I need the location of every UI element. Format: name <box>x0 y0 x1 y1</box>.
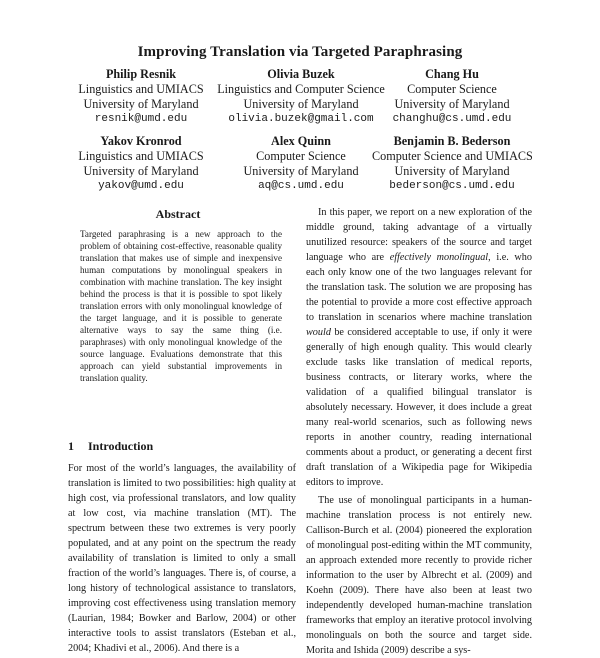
author-name: Chang Hu <box>425 67 479 81</box>
author-institution: University of Maryland <box>243 97 359 111</box>
author-block <box>68 134 214 194</box>
text-run: In this paper, we report on a new exploration of the middle ground, taking advantage of a virtually unutilized resource: speakers of the source and target language who are <box>306 207 532 263</box>
author-affiliation: Linguistics and UMIACS <box>78 82 204 96</box>
author-institution: University of Maryland <box>83 164 199 178</box>
section-heading <box>68 439 298 454</box>
text-run: , i.e. who each only know one of the two languages relevant for the translation task. The solution we are proposing has the potential to provide a more cost effective approach to translation in scenarios where machine translation <box>306 252 532 323</box>
author-block <box>216 134 386 194</box>
section-number: 1 <box>68 439 74 453</box>
abstract-text: Targeted paraphrasing is a new approach to the problem of obtaining cost-effective, reasonable quality translation that makes use of simple and inexpensive human computations by monolingual speakers in combination with machine translation. The key insight behind the process is that it is possible to spot likely translation errors with only monolingual knowledge of the target language, and it is possible to generate alternative ways to say the same thing (i.e. paraphrases) with only monolingual knowledge of the source language. Evaluations demonstrate that this approach can yield substantial improvements in translation quality. <box>80 229 282 383</box>
abstract-heading: Abstract <box>155 207 201 221</box>
author-email: aq@cs.umd.edu <box>258 180 344 192</box>
author-email: bederson@cs.umd.edu <box>389 180 515 192</box>
author-affiliation: Computer Science <box>256 149 346 163</box>
author-affiliation: Linguistics and UMIACS <box>78 149 204 163</box>
section-title: Introduction <box>88 439 154 453</box>
author-institution: University of Maryland <box>394 97 510 111</box>
author-name: Benjamin B. Bederson <box>393 134 511 148</box>
introduction-text <box>68 461 296 656</box>
author-email: olivia.buzek@gmail.com <box>228 113 374 125</box>
author-name: Olivia Buzek <box>267 67 335 81</box>
author-block <box>68 67 214 127</box>
author-email: changhu@cs.umd.edu <box>392 113 512 125</box>
text-run: be considered acceptable to use, if only it were generally of high enough quality. This would clearly exclude tasks like translation of medical reports, business contracts, or literary works, where the validation of a qualified bilingual translator is absolutely necessary. However, it does include a great many real-world scenarios, such as following news reports in another country, reading international comments about a product, or generating a decent first draft translation of a Wikipedia page for Wikipedia editors to improve. <box>306 327 532 488</box>
author-institution: University of Maryland <box>243 164 359 178</box>
author-block <box>372 67 532 127</box>
author-block <box>216 67 386 127</box>
author-name: Yakov Kronrod <box>100 134 182 148</box>
paragraph: The use of monolingual participants in a human-machine translation process is not entirely new. Callison-Burch et al. (2004) pioneered the exploration of monolingual post-editing within the MT community, an approach extended more recently to provide richer information to the user by Albrecht et al. (2009) and Koehn (2009). There have also been at least two independently developed human-machine translation frameworks that employ an iterative protocol involving monolinguals on both the source and target side. Morita and Ishida (2009) describe a sys- <box>306 495 532 656</box>
author-affiliation: Linguistics and Computer Science <box>217 82 385 96</box>
author-name: Philip Resnik <box>105 67 177 81</box>
paragraph <box>306 205 532 490</box>
right-column <box>306 205 532 658</box>
emphasis: would <box>306 327 331 338</box>
author-name: Alex Quinn <box>271 134 331 148</box>
author-block <box>372 134 532 194</box>
author-affiliation: Computer Science <box>407 82 497 96</box>
paper-title: Improving Translation via Targeted Paraphrasing <box>137 44 463 60</box>
author-institution: University of Maryland <box>394 164 510 178</box>
author-email: resnik@umd.edu <box>94 113 188 125</box>
paragraph: For most of the world’s languages, the availability of translation is limited to two possibilities: high quality at high cost, via professional translators, and low quality at low cost, via machine translation (MT). The spectrum between these two extremes is very poorly populated, and at any point on the spectrum the ready availability of translation is limited to only a small fraction of the world’s languages. There is, of course, a long history of technological assistance to translators, improving cost effectiveness using translation memory (Laurian, 1984; Bowker and Barlow, 2004) or other interactive tools to assist translators (Esteban et al., 2004; Khadivi et al., 2006). And there is a <box>68 463 296 654</box>
author-affiliation: Computer Science and UMIACS <box>372 149 533 163</box>
author-institution: University of Maryland <box>83 97 199 111</box>
emphasis: effectively monolingual <box>389 252 489 263</box>
author-email: yakov@umd.edu <box>98 180 184 192</box>
